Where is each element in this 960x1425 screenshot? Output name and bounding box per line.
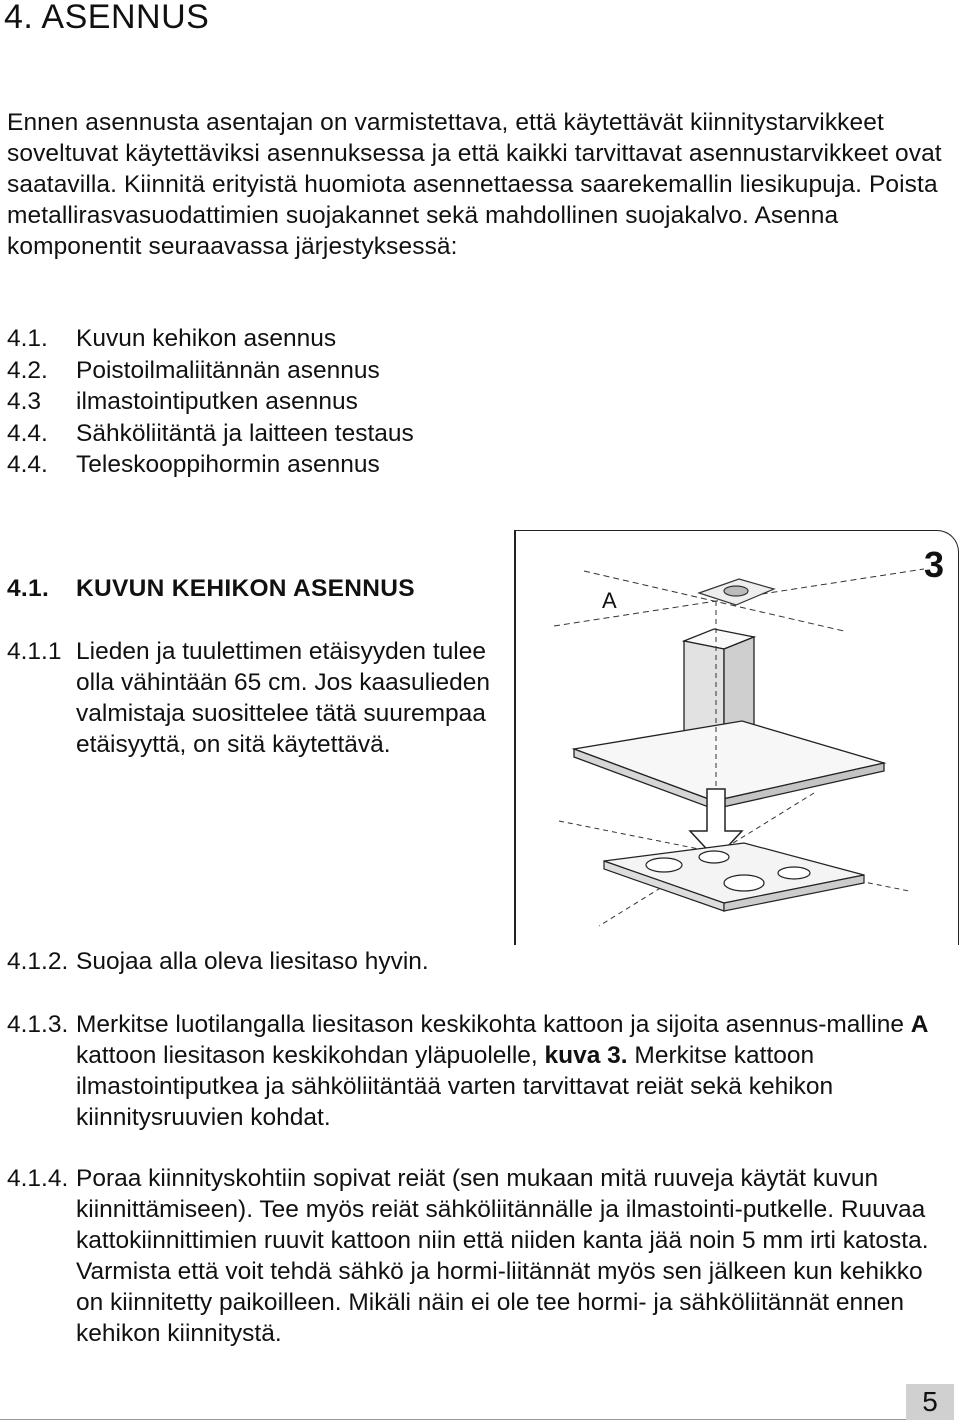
list-item-label: ilmastointiputken asennus [76,388,358,415]
template-label: A [910,1011,929,1038]
list-item [7,386,607,418]
list-item-number: 4.4. [7,451,48,478]
list-item-number: 4.1. [7,325,48,352]
hood-installation-illustration [514,531,958,945]
step-number: 4.1.1 [7,638,62,665]
section-title: KUVUN KEHIKON ASENNUS [76,575,415,602]
figure-3 [514,530,959,945]
step-text-part: Merkitse luotilangalla liesitason keskikohta kattoon ja sijoita asennus-malline [76,1011,911,1038]
list-item-number: 4.2. [7,356,48,384]
list-item-number: 4.4. [7,419,48,447]
step-text [76,1009,946,1133]
list-item [7,323,607,355]
step-text: Suojaa alla oleva liesitaso hyvin. [76,948,429,975]
page-title: 4. ASENNUS [4,0,210,36]
page-number: 5 [906,1384,954,1420]
step-text-part: kattoon liesitason keskikohdan yläpuolelle, [76,1042,545,1069]
figure-reference: kuva 3. [544,1042,628,1069]
list-item [7,355,607,387]
list-item-label: Poistoilmaliitännän asennus [76,356,380,384]
step-number: 4.1.4. [7,1165,69,1192]
section-number: 4.1. [7,575,50,602]
list-item-label: Kuvun kehikon asennus [76,325,337,352]
list-item-number: 4.3 [7,388,42,415]
list-item [7,418,607,450]
list-item-label: Teleskooppihormin asennus [76,451,380,478]
installation-steps-list [7,323,607,481]
list-item-label: Sähköliitäntä ja laitteen testaus [76,419,414,447]
intro-paragraph: Ennen asennusta asentajan on varmistettava, että käytettävät kiinnitystarvikkeet soveltuvat käytettäviksi asennuksessa ja että kaikki tarvittavat asennustarvikkeet ovat saatavilla. Kiinnitä erityistä huomiota asennettaessa saarekemallin liesikupuja. Poista metallirasvasuodattimien suojakannet sekä mahdollinen suojakalvo. Asenna komponentit seuraavassa järjestyksessä: [7,109,942,260]
figure-number: 3 [923,544,944,585]
footer-rule [0,1419,906,1420]
step-text: Poraa kiinnityskohtiin sopivat reiät (sen mukaan mitä ruuveja käytät kuvun kiinnittämiseen). Tee myös reiät sähköliitännälle ja ilmastointi-putkelle. Ruuvaa kattokiinnittimien ruuvit kattoon niin että niiden kanta jää noin 5 mm irti katosta. Varmista että voit tehdä sähkö ja hormi-liitännät myös sen jälkeen kun kehikko on kiinnitetty paikoilleen. Mikäli näin ei ole tee hormi- ja sähköliitännät ennen kehikon kiinnitystä. [76,1165,929,1347]
list-item [7,449,607,481]
step-text: Lieden ja tuulettimen etäisyyden tulee olla vähintään 65 cm. Jos kaasulieden valmistaja suosittelee tätä suurempaa etäisyyttä, on sitä käytettävä. [76,638,491,758]
figure-label-a: A [602,588,617,613]
step-text-part: Merkitse kattoon ilmastointiputkea ja sähköliitäntää varten tarvittavat reiät sekä kehikon kiinnitysruuvien kohdat. [76,1042,834,1131]
step-number: 4.1.2. [7,948,69,975]
step-number: 4.1.3. [7,1011,69,1038]
